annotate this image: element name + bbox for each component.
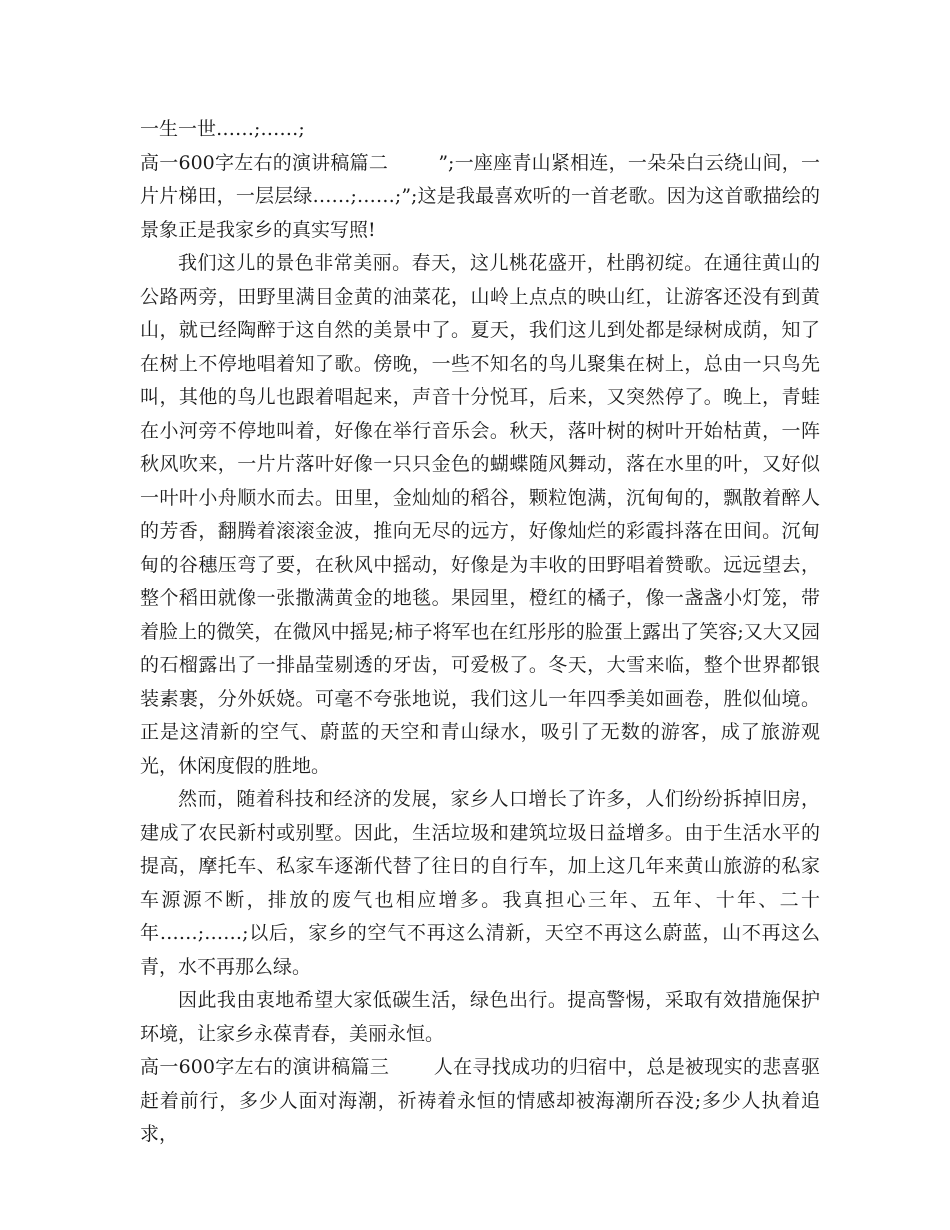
- paragraph-hope: [140, 984, 820, 1051]
- paragraph-text: 然而，随着科技和经济的发展，家乡人口增长了许多，人们纷纷拆掉旧房，建成了农民新村或别墅。因此，生活垃圾和建筑垃圾日益增多。由于生活水平的提高，摩托车、私家车逐渐代替了往日的自行车，加上这几年来黄山旅游的私家车源源不断，排放的废气也相应增多。我真担心三年、五年、十年、二十年……;……;以后，家乡的空气不再这么清新，天空不再这么蔚蓝，山不再这么青，水不再那么绿。: [140, 788, 820, 978]
- paragraph-section-two: [140, 147, 820, 248]
- paragraph-section-three: [140, 1051, 820, 1152]
- paragraph-text: ”;一座座青山紧相连，一朵朵白云绕山间，一片片梯田，一层层绿……;……;”;这是我最喜欢听的一首老歌。因为这首歌描绘的景象正是我家乡的真实写照!: [140, 151, 820, 241]
- heading-gap: [388, 152, 438, 174]
- section-heading-two: 高一600字左右的演讲稿篇二: [140, 151, 389, 174]
- paragraph-text: 人在寻找成功的归宿中，总是被现实的悲喜驱赶着前行，多少人面对海潮，祈祷着永恒的情感却被海潮所吞没;多少人执着追求，: [140, 1056, 820, 1145]
- paragraph-text: 一生一世……;……;: [140, 118, 305, 140]
- paragraph-text: 我们这儿的景色非常美丽。春天，这儿桃花盛开，杜鹃初绽。在通往黄山的公路两旁，田野里满目金黄的油菜花，山岭上点点的映山红，让游客还没有到黄山，就已经陶醉于这自然的美景中了。夏天，我们这儿到处都是绿树成荫，知了在树上不停地唱着知了歌。傍晚，一些不知名的鸟儿聚集在树上，总由一只鸟先叫，其他的鸟儿也跟着唱起来，声音十分悦耳，后来，又突然停了。晚上，青蛙在小河旁不停地叫着，好像在举行音乐会。秋天，落叶树的树叶开始枯黄，一阵秋风吹来，一片片落叶好像一只只金色的蝴蝶随风舞动，落在水里的叶，又好似一叶叶小舟顺水而去。田里，金灿灿的稻谷，颗粒饱满，沉甸甸的，飘散着醉人的芳香，翻腾着滚滚金波，推向无尽的远方，好像灿烂的彩霞抖落在田间。沉甸甸的谷穗压弯了要，在秋风中摇动，好像是为丰收的田野唱着赞歌。远远望去，整个稻田就像一张撒满黄金的地毯。果园里，橙红的橘子，像一盏盏小灯笼，带着脸上的微笑，在微风中摇晃;柿子将军也在红彤彤的脸蛋上露出了笑容;又大又园的石榴露出了一排晶莹剔透的牙齿，可爱极了。冬天，大雪来临，整个世界都银装素裹，分外妖娆。可毫不夸张地说，我们这儿一年四季美如画卷，胜似仙境。正是这清新的空气、蔚蓝的天空和青山绿水，吸引了无数的游客，成了旅游观光，休闲度假的胜地。: [140, 252, 820, 777]
- paragraph-continuation: [140, 113, 820, 147]
- paragraph-development: [140, 783, 820, 984]
- section-heading-three: 高一600字左右的演讲稿篇三: [140, 1056, 390, 1078]
- heading-gap: [389, 1056, 434, 1078]
- document-body: [140, 113, 820, 1152]
- paragraph-scenery: [140, 247, 820, 783]
- paragraph-text: 因此我由衷地希望大家低碳生活，绿色出行。提高警惕，采取有效措施保护环境，让家乡永葆青春，美丽永恒。: [140, 989, 820, 1045]
